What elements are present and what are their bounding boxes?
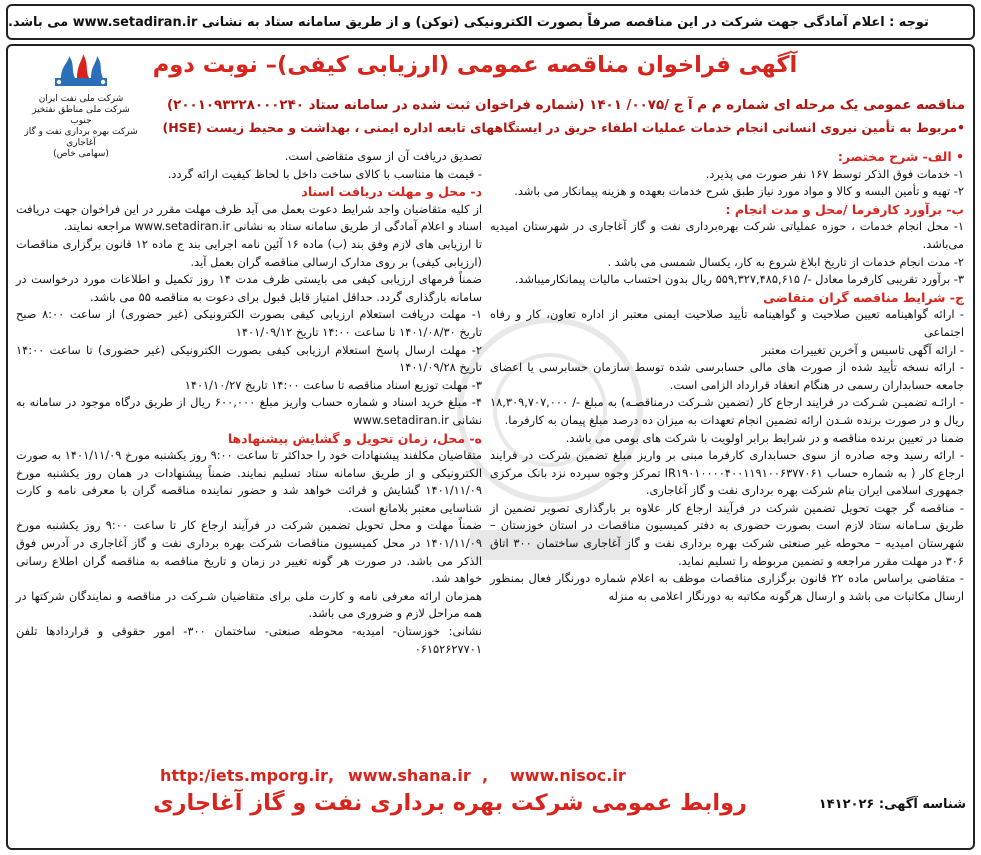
paragraph: تا ارزیابی های لازم وفق بند (ب) ماده ۱۶ آئین نامه اجرایی بند ج ماده ۱۲ قانون برگزاری مناقصات (ارزیابی کیفی) بر روی مدارک ارسالی مناقصه گران بعمل آید. bbox=[16, 236, 483, 269]
paragraph: ۲- مدت انجام خدمات از تاریخ ابلاغ شروع به کار، یکسال شمسی می باشد . bbox=[607, 254, 964, 269]
right-column bbox=[490, 148, 964, 605]
paragraph: ضمنا در تعیین برنده مناقصه و در شرایط برابر اولویت با شرکت های بومی می باشد. bbox=[565, 430, 964, 445]
notice-text: توجه : اعلام آمادگی جهت شرکت در این مناقصه صرفاً بصورت الکترونیکی (توکن) و از طریق سامانه ستاد به نشانی www.setadiran.ir می باشد. bbox=[8, 14, 929, 30]
paragraph: - متقاضی براساس ماده ۲۲ قانون برگزاری مناقصات موظف به اعلام شماره دورنگار فعال بمنظور ارسال مکاتبات می باشد و ارسال هرگونه مکاتبه به دورنگار اعلامی به منزله bbox=[490, 571, 964, 603]
paragraph: - ارائه رسید وجه صادره از سوی حسابداری کارفرما مبنی بر واریز مبلغ تضمین شرکت در فرایند ارجاع کار ( به شماره حساب IR۱۹۰۱۰۰۰۰۴۰۰۱۱۹۱۰۰۶۳۷۷۰۶۱ تمرکز وجوه سپرده نزد بانک مرکزی جمهوری اسلامی ایران بنام شرکت بهره برداری نفت و گاز آغاجاری. bbox=[490, 448, 965, 498]
paragraph: از کلیه متقاضیان واجد شرایط دعوت بعمل می آید ظرف مهلت مقرر در این فراخوان جهت دریافت اسناد و اعلام آمادگی از طریق سامانه ستاد به نشانی www.setadiran.ir مراجعه نمایند. bbox=[16, 201, 482, 234]
paragraph: ۱- خدمات فوق الذکر توسط ۱۶۷ نفر صورت می پذیرد. bbox=[705, 166, 964, 181]
paragraph: - قیمت ها متناسب با کالای ساخت داخل با لحاظ کیفیت ارائه گردد. bbox=[167, 166, 482, 181]
tender-subtitle: مناقصه عمومی یک مرحله ای شماره م م آ ج /۰۰۷۵/ ۱۴۰۱ (شماره فراخوان ثبت شده در سامانه ستاد ۲۰۰۱۰۹۳۲۲۸۰۰۰۲۴۰) bbox=[167, 98, 965, 113]
paragraph: - مناقصه گر جهت تحویل تضمین شرکت در فرآیند ارجاع کار علاوه بر بارگذاری تصویر تضمین از طریق سـامانه ستاد لازم است بصورت حضوری به دفتر کمیسیون مناقصات در استان خوزستان – شهرستان امیدیه – محوطه غیر صنعتی شرکت بهره برداری نفت و گاز آغاجاری ساختمان ۳۰۰ اتاق ۳۰۶ در مهلت مقرر مراجعه و تضمین مربوطه را تسلیم نماید. bbox=[490, 500, 964, 568]
paragraph: ۲- مهلت ارسال پاسخ استعلام ارزیابی کیفی بصورت الکترونیکی (غیر حضوری) تا ساعت ۱۴:۰۰ تاریخ ۱۴۰۱/۰۹/۲۸ bbox=[16, 342, 482, 375]
paragraph: ۱- مهلت دریافت استعلام ارزیابی کیفی بصورت الکترونیکی (غیر حضوری) از ساعت ۸:۰۰ صبح تاریخ ۱۴۰۱/۰۸/۳۰ تا ساعت ۱۴:۰۰ تاریخ ۱۴۰۱/۰۹/۱۲ bbox=[16, 307, 482, 339]
section-heading: ب- برآورد کارفرما /محل و مدت انجام : bbox=[725, 201, 964, 217]
public-relations-footer: روابط عمومی شرکت بهره برداری نفت و گاز آغاجاری bbox=[153, 790, 747, 816]
paragraph: - ارائه نسخه تأیید شده از صورت های مالی حسابرسی شده توسط سازمان حسابرسی یا اعضای جامعه حسابداران رسمی در هنگام انعقاد قرارداد الزامی است. bbox=[490, 360, 964, 392]
section-heading: د- محل و مهلت دریافت اسناد bbox=[301, 184, 482, 200]
company-logo bbox=[22, 50, 140, 160]
paragraph: متقاضیان مکلفند پیشنهادات خود را حداکثر تا ساعت ۹:۰۰ روز یکشنبه مورخ ۱۴۰۱/۱۱/۰۹ به صورت الکترونیکی و از طریق سامانه ستاد تسلیم نمایند. ضمناً پیشنهادات در همان روز یکشنبه مورخ ۱۴۰۱/۱۱/۰۹ گشایش و قرائت خواهد شد و حضور نماینده مناقصه گران با معرفی نامه و کارت شناسایی معتبر بلامانع است. bbox=[16, 448, 482, 515]
website-links bbox=[160, 766, 760, 788]
paragraph: - ارائه آگهی تاسیس و آخرین تغییرات معتبر bbox=[761, 342, 964, 357]
paragraph: ضمناً مهلت و محل تحویل تضمین شرکت در فرآیند ارجاع کار تا ساعت ۹:۰۰ روز یکشنبه مورخ ۱۴۰۱/۱۱/۰۹ در محل کمیسیون مناقصات شرکت بهره برداری نفت و گاز آغاجاری در آدرس فوق الذکر می باشد. در صورت هر گونه تغییر در زمان و تاریخ مناقصه به مناقصه گران اطلاع رسانی خواهد شد. bbox=[16, 518, 482, 586]
logo-line-3: شرکت بهره برداری نفت و گاز آغاجاری bbox=[24, 127, 138, 148]
logo-line-1: شرکت ملی نفت ایران bbox=[38, 94, 124, 104]
notice-bar bbox=[6, 4, 975, 40]
nioc-flame-icon bbox=[49, 52, 113, 88]
logo-line-4: (سهامی خاص) bbox=[53, 149, 109, 159]
paragraph: تصدیق دریافت آن از سوی متقاضی است. bbox=[284, 149, 482, 163]
notice-code: شناسه آگهی: ۱۴۱۲۰۲۶ bbox=[818, 797, 966, 812]
announcement-title: آگهی فراخوان مناقصه عمومی (ارزیابی کیفی)– نوبت دوم bbox=[152, 52, 798, 78]
link-iets[interactable]: http:/iets.mporg.ir bbox=[160, 766, 328, 785]
link-separator: , bbox=[482, 766, 489, 785]
section-heading: • الف- شرح مختصر: bbox=[837, 149, 964, 164]
section-heading: ج- شرایط مناقصه گران متقاضی bbox=[763, 289, 964, 305]
paragraph: ۳- برآورد تقریبی کارفرما معادل -/ ۵۵۹,۳۲۷,۴۸۵,۶۱۵ ریال بدون احتساب مالیات پیمانکارمیباشد. bbox=[514, 272, 964, 287]
paragraph: - ارائـه تضمیـن شـرکت در فرایند ارجاع کار (تضمین شـرکت درمناقصـه) به مبلغ -/ ۱۸,۳۰۹,۷۰۷,۰۰۰ ریال و در صورت برنده شـدن ارائه تضمین انجام تعهدات به میزان ده درصد مبلغ پیمان به کارفرما. bbox=[490, 395, 964, 427]
paragraph: ۱- محل انجام خدمات ، حوزه عملیاتی شرکت بهره‌برداری نفت و گاز آغاجاری در شهرستان امیدیه می‌باشد. bbox=[490, 219, 964, 251]
section-heading: ه- محل، زمان تحویل و گشایش پیشنهادها bbox=[227, 430, 482, 446]
link-separator: , bbox=[328, 766, 335, 785]
paragraph: - ارائه گواهینامه تعیین صلاحیت و گواهینامه تأیید صلاحیت ایمنی معتبر از اداره تعاون، کار و رفاه اجتماعی bbox=[490, 307, 964, 339]
link-shana[interactable]: www.shana.ir bbox=[348, 766, 471, 785]
link-nisoc[interactable]: www.nisoc.ir bbox=[510, 766, 626, 785]
tender-scope: •مربوط به تأمین نیروی انسانی انجام خدمات عملیات اطفاء حریق در ایستگاههای تابعه اداره ایمنی ، بهداشت و محیط زیست (HSE) bbox=[162, 120, 965, 135]
paragraph: همزمان ارائه معرفی نامه و کارت ملی برای متقاضیان شـرکت در مناقصه و نمایندگان شرکتها در همه مراحل لازم و ضروری می باشد. bbox=[16, 588, 482, 621]
left-column bbox=[16, 148, 482, 658]
paragraph: ۲- تهیه و تأمین البسه و کالا و مواد مورد نیاز طبق شرح خدمات بعهده و هزینه پیمانکار می باشد. bbox=[514, 184, 964, 199]
paragraph: ۴- مبلغ خرید اسناد و شماره حساب واریز مبلغ ۶۰۰,۰۰۰ ریال از طریق درگاه موجود در سامانه به نشانی www.setadiran.ir bbox=[16, 395, 483, 427]
logo-line-2: شرکت ملی مناطق نفتخیز جنوب bbox=[32, 105, 130, 126]
paragraph: ضمناً فرمهای ارزیابی کیفی می بایستی ظرف مدت ۱۴ روز تکمیل و اطلاعات مورد درخواست در سامانه بارگذاری گردد. حداقل امتیاز قابل قبول برای دعوت به مناقصه ۵۵ می باشد. bbox=[16, 272, 482, 304]
paragraph: نشانی: خوزستان- امیدیه- محوطه صنعتی- ساختمان ۳۰۰- امور حقوقی و قراردادها تلفن ۰۶۱۵۲۶۲۷۷۰۱ bbox=[16, 624, 482, 656]
paragraph: ۳- مهلت توزیع اسناد مناقصه تا ساعت ۱۴:۰۰ تاریخ ۱۴۰۱/۱۰/۲۷ bbox=[184, 377, 482, 392]
